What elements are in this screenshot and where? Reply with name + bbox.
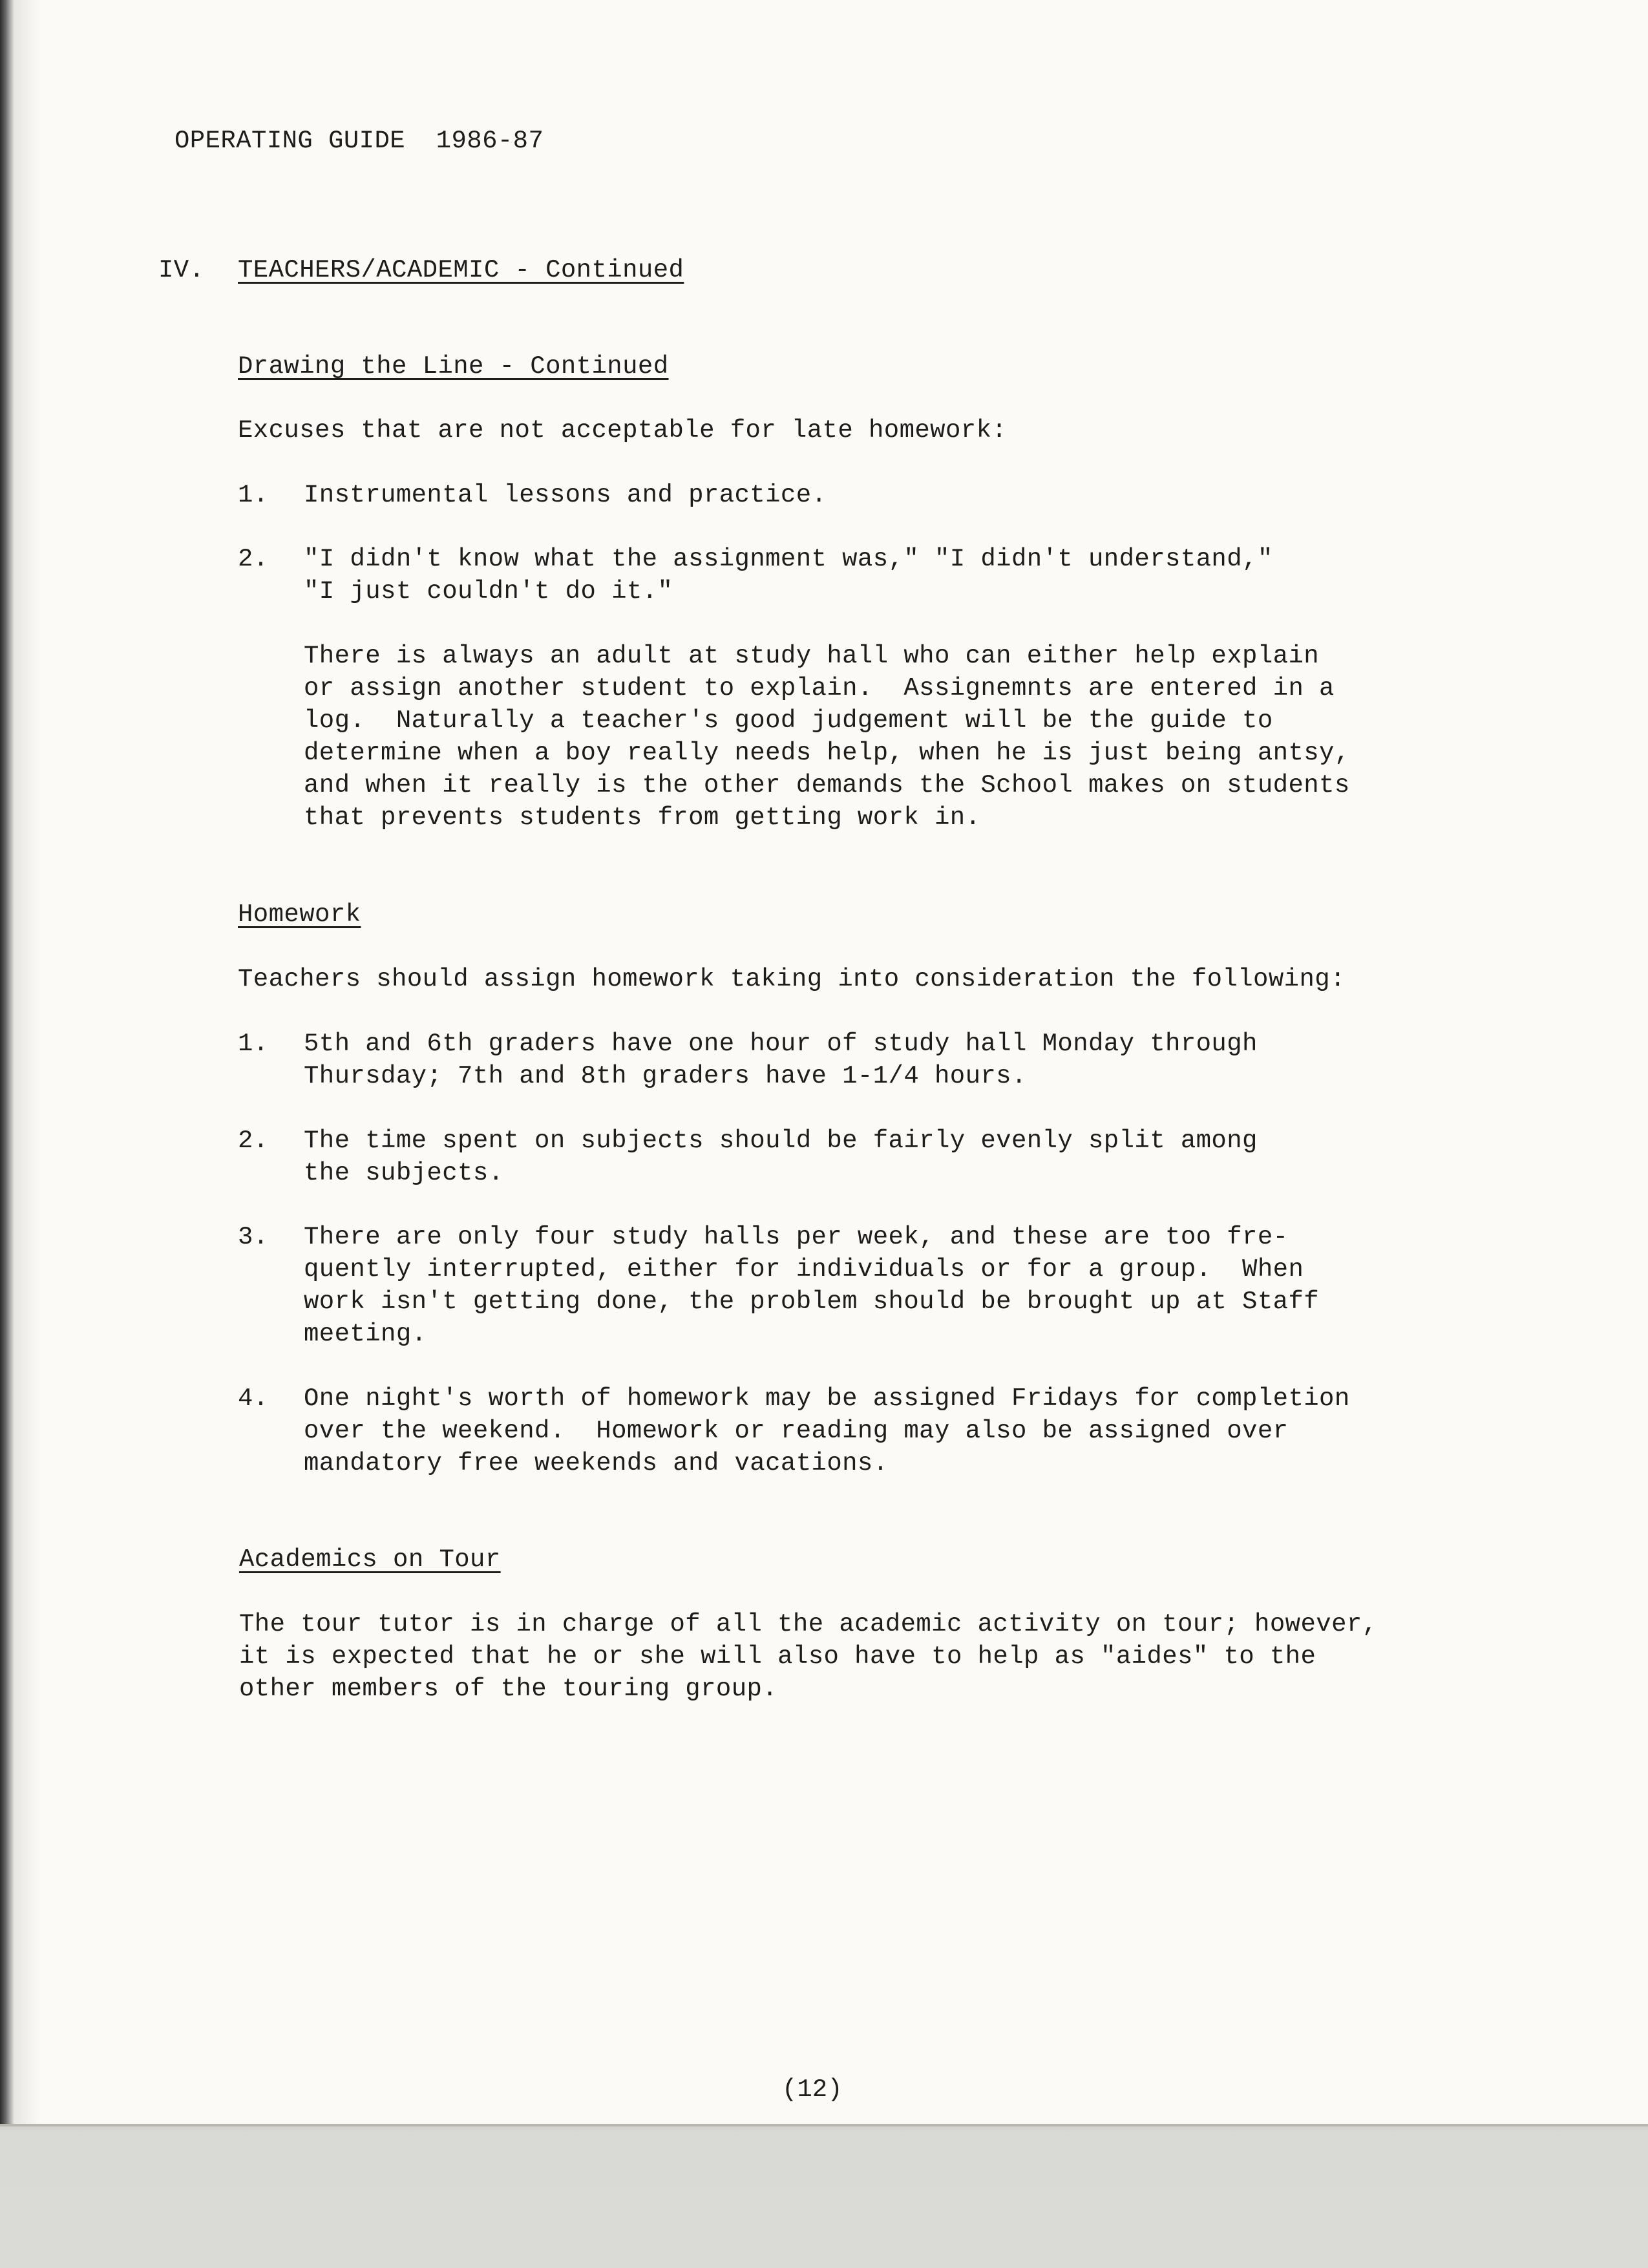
excuse-item-number: 1. xyxy=(238,481,269,509)
homework-item-text: There are only four study halls per week, and these are too fre- xyxy=(304,1223,1289,1251)
academics-on-tour-text: it is expected that he or she will also have to help as "aides" to the xyxy=(239,1642,1316,1671)
homework-item-text: The time spent on subjects should be fairly evenly split among xyxy=(304,1127,1258,1155)
drawing-the-line-intro: Excuses that are not acceptable for late homework: xyxy=(238,416,1008,445)
excuse-item-text: log. Naturally a teacher's good judgement will be the guide to xyxy=(304,706,1273,735)
scanner-background xyxy=(0,2126,1648,2268)
homework-item-number: 3. xyxy=(238,1223,269,1251)
drawing-the-line-heading: Drawing the Line - Continued xyxy=(238,352,669,381)
document-header-title: OPERATING GUIDE 1986-87 xyxy=(174,127,544,155)
academics-on-tour-text: other members of the touring group. xyxy=(239,1675,778,1703)
binding-edge xyxy=(0,0,14,2126)
section-title: TEACHERS/ACADEMIC - Continued xyxy=(238,256,684,284)
homework-item-text: mandatory free weekends and vacations. xyxy=(304,1449,889,1478)
homework-item-text: the subjects. xyxy=(304,1159,504,1187)
excuse-item-text: Instrumental lessons and practice. xyxy=(304,481,827,509)
excuse-item-number: 2. xyxy=(238,545,269,573)
academics-on-tour-text: The tour tutor is in charge of all the academic activity on tour; however, xyxy=(239,1610,1378,1638)
homework-item-number: 2. xyxy=(238,1127,269,1155)
excuse-item-text: or assign another student to explain. Assignemnts are entered in a xyxy=(304,674,1335,703)
excuse-item-text: "I didn't know what the assignment was," "I didn't understand," xyxy=(304,545,1273,573)
homework-intro: Teachers should assign homework taking into consideration the following: xyxy=(238,965,1346,993)
homework-item-text: Thursday; 7th and 8th graders have 1-1/4 hours. xyxy=(304,1062,1027,1090)
homework-item-text: work isn't getting done, the problem should be brought up at Staff xyxy=(304,1288,1320,1316)
section-number: IV. xyxy=(158,256,205,284)
academics-on-tour-heading: Academics on Tour xyxy=(239,1545,501,1574)
homework-item-text: One night's worth of homework may be assigned Fridays for completion xyxy=(304,1384,1350,1413)
homework-heading: Homework xyxy=(238,900,361,929)
page-number: (12) xyxy=(782,2075,843,2104)
excuse-item-text: There is always an adult at study hall who can either help explain xyxy=(304,642,1320,670)
homework-item-number: 1. xyxy=(238,1030,269,1058)
homework-item-text: over the weekend. Homework or reading may also be assigned over xyxy=(304,1417,1289,1445)
excuse-item-text: that prevents students from getting work in. xyxy=(304,803,981,832)
homework-item-text: 5th and 6th graders have one hour of study hall Monday through xyxy=(304,1030,1258,1058)
homework-item-text: meeting. xyxy=(304,1320,427,1348)
homework-item-text: quently interrupted, either for individuals or for a group. When xyxy=(304,1255,1304,1284)
excuse-item-text: "I just couldn't do it." xyxy=(304,577,673,606)
excuse-item-text: determine when a boy really needs help, when he is just being antsy, xyxy=(304,739,1350,767)
binding-shadow xyxy=(14,0,40,2126)
excuse-item-text: and when it really is the other demands the School makes on students xyxy=(304,771,1350,800)
homework-item-number: 4. xyxy=(238,1384,269,1413)
